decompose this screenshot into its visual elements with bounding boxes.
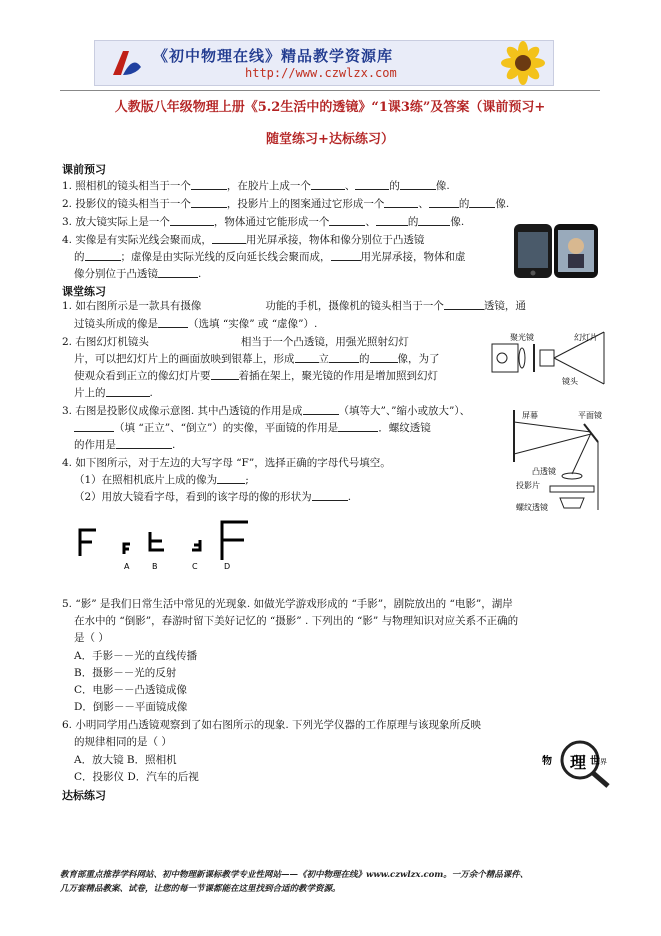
class-question-4-part1: （1）在照相机底片上成的像为 ; xyxy=(74,474,249,486)
class-question-6-line2: 的规律相同的是（ ） xyxy=(74,736,172,748)
class-question-4-part2: （2）用放大镜看字母，看到的该字母的像的形状为 . xyxy=(74,491,352,503)
answer-blank[interactable] xyxy=(429,197,459,208)
label-plane-mirror: 平面镜 xyxy=(578,411,602,420)
answer-blank[interactable] xyxy=(384,197,418,208)
letter-f-figure xyxy=(66,518,256,572)
section-standard-heading: 达标练习 xyxy=(62,789,106,802)
footer-line-1: 教育部重点推荐学科网站、初中物理新课标教学专业性网站——《初中物理在线》www.czwlzx.com。一万余个精品课件、 xyxy=(60,870,529,880)
label-slide: 幻灯片 xyxy=(574,333,598,342)
magnifier-text-2: 理 xyxy=(570,753,587,772)
answer-blank[interactable] xyxy=(331,250,361,261)
answer-blank[interactable] xyxy=(85,250,121,261)
magnifier-image xyxy=(540,738,614,790)
answer-blank[interactable] xyxy=(400,179,436,190)
page-title-line2: 随堂练习+达标练习） xyxy=(266,132,394,147)
section-preview-heading: 课前预习 xyxy=(62,163,106,176)
class-question-1-line2: 过镜头所成的像是 （选填 “实像” 或 “虚像”）. xyxy=(74,318,318,330)
answer-blank[interactable] xyxy=(217,473,245,484)
answer-blank[interactable] xyxy=(74,421,114,432)
class-question-5-line3: 是（ ） xyxy=(74,632,109,644)
preview-question-4-line2: 的 ；虚像是由实际光线的反向延长线会聚而成， 用光屏承接，物体和虚 xyxy=(74,251,466,263)
answer-blank[interactable] xyxy=(191,197,227,208)
class-question-3-line3: 的作用是 . xyxy=(74,439,176,451)
class-question-1: 1. 如右图所示是一款具有摄像 功能的手机，摄像机的镜头相当于一个 透镜，通 xyxy=(62,300,526,312)
magnifier-text-3: 世 xyxy=(590,756,600,767)
section-classroom-heading: 课堂练习 xyxy=(62,285,106,298)
magnifier-text-4: 界 xyxy=(600,758,607,766)
answer-blank[interactable] xyxy=(311,179,345,190)
answer-blank[interactable] xyxy=(418,215,450,226)
answer-blank[interactable] xyxy=(355,179,389,190)
header-banner xyxy=(94,40,554,86)
preview-question-3: 3. 放大镜实际上是一个 ，物体通过它能形成一个 、 的 像. xyxy=(62,216,465,228)
option-label-d: D xyxy=(224,562,231,571)
option-label-a: A xyxy=(124,562,130,571)
footer-line-2: 几万套精品教案、试卷，让您的每一节课都能在这里找到合适的教学资源。 xyxy=(60,884,341,894)
choice-option-c[interactable]: C．电影－－凸透镜成像 xyxy=(74,684,188,696)
site-logo-icon xyxy=(105,45,145,81)
answer-blank[interactable] xyxy=(329,352,359,363)
answer-blank[interactable] xyxy=(295,352,319,363)
choice-option-a[interactable]: A．手影－－光的直线传播 xyxy=(74,650,198,662)
answer-blank[interactable] xyxy=(312,490,348,501)
class-question-2-line4: 片上的 . xyxy=(74,387,153,399)
header-rule xyxy=(60,90,600,91)
answer-blank[interactable] xyxy=(158,317,188,328)
class-question-4: 4. 如下图所示，对于左边的大写字母 “F”，选择正确的字母代号填空。 xyxy=(62,457,391,469)
class-question-6: 6. 小明同学用凸透镜观察到了如右图所示的现象. 下列光学仪器的工作原理与该现象所反映 xyxy=(62,719,482,731)
class-question-2-line2: 片，可以把幻灯片上的画面放映到银幕上，形成 立 的 像，为了 xyxy=(74,353,440,365)
label-lens: 镜头 xyxy=(562,377,578,386)
answer-blank[interactable] xyxy=(329,215,365,226)
label-fresnel-lens: 螺纹透镜 xyxy=(516,503,548,512)
preview-question-4: 4. 实像是有实际光线会聚而成， 用光屏承接，物体和像分别位于凸透镜 xyxy=(62,234,425,246)
overhead-projector-diagram xyxy=(502,402,610,518)
answer-blank[interactable] xyxy=(170,215,214,226)
answer-blank[interactable] xyxy=(191,179,227,190)
class-question-2: 2. 右图幻灯机镜头 相当于一个凸透镜，用强光照射幻灯 xyxy=(62,336,409,348)
smartphone-image xyxy=(512,222,602,280)
choice-option-d[interactable]: D．倒影－－平面镜成像 xyxy=(74,701,188,713)
option-label-b: B xyxy=(152,562,158,571)
label-convex-lens: 凸透镜 xyxy=(532,467,556,476)
answer-blank[interactable] xyxy=(444,299,484,310)
label-screen: 屏幕 xyxy=(522,411,538,420)
answer-blank[interactable] xyxy=(376,215,408,226)
sunflower-icon xyxy=(493,41,553,85)
label-transparency: 投影片 xyxy=(516,481,540,490)
option-label-c: C xyxy=(192,562,198,571)
choice-option-b[interactable]: B．摄影－－光的反射 xyxy=(74,667,177,679)
class-question-5-line2: 在水中的 “倒影”，春游时留下美好记忆的 “摄影” . 下列出的 “影” 与物理知识对应关系不正确的 xyxy=(74,615,519,627)
slide-projector-diagram xyxy=(488,328,610,388)
answer-blank[interactable] xyxy=(211,369,239,380)
class-question-5: 5. “影” 是我们日常生活中常见的光现象. 如做光学游戏形成的 “手影”，剧院放出的 “电影”，湖岸 xyxy=(62,598,513,610)
class-question-6-options-cd[interactable]: C．投影仪 D．汽车的后视 xyxy=(74,771,199,783)
answer-blank[interactable] xyxy=(303,404,339,415)
class-question-2-line3: 使观众看到正立的像幻灯片要 着插在架上，聚光镜的作用是增加照到幻灯 xyxy=(74,370,438,382)
answer-blank[interactable] xyxy=(469,197,495,208)
answer-blank[interactable] xyxy=(370,352,398,363)
class-question-3-line2: （填 “正立”、“倒立”）的实像，平面镜的作用是 ．螺纹透镜 xyxy=(74,421,431,435)
preview-question-4-line3: 像分别位于凸透镜 . xyxy=(74,268,202,280)
answer-blank[interactable] xyxy=(158,267,198,278)
class-question-3: 3. 右图是投影仪成像示意图. 其中凸透镜的作用是成 （填等大”、”缩小或放大”）、 xyxy=(62,405,471,417)
answer-blank[interactable] xyxy=(338,421,378,432)
class-question-6-options-ab[interactable]: A．放大镜 B．照相机 xyxy=(74,754,177,766)
preview-question-2: 2. 投影仪的镜头相当于一个 ，投影片上的图案通过它形成一个 、 的 像. xyxy=(62,198,510,210)
page-title: 人教版八年级物理上册《5.2生活中的透镜》“1课3练”及答案（课前预习+ xyxy=(114,100,546,115)
magnifier-text-1: 物 xyxy=(542,756,552,767)
answer-blank[interactable] xyxy=(116,438,172,449)
answer-blank[interactable] xyxy=(106,386,150,397)
label-condenser: 聚光镜 xyxy=(510,333,534,342)
banner-url[interactable]: http://www.czwlzx.com xyxy=(245,66,397,80)
answer-blank[interactable] xyxy=(212,233,246,244)
banner-slogan: 《初中物理在线》精品教学资源库 xyxy=(153,47,394,65)
preview-question-1: 1. 照相机的镜头相当于一个 ，在胶片上成一个 、 的 像. xyxy=(62,180,450,192)
